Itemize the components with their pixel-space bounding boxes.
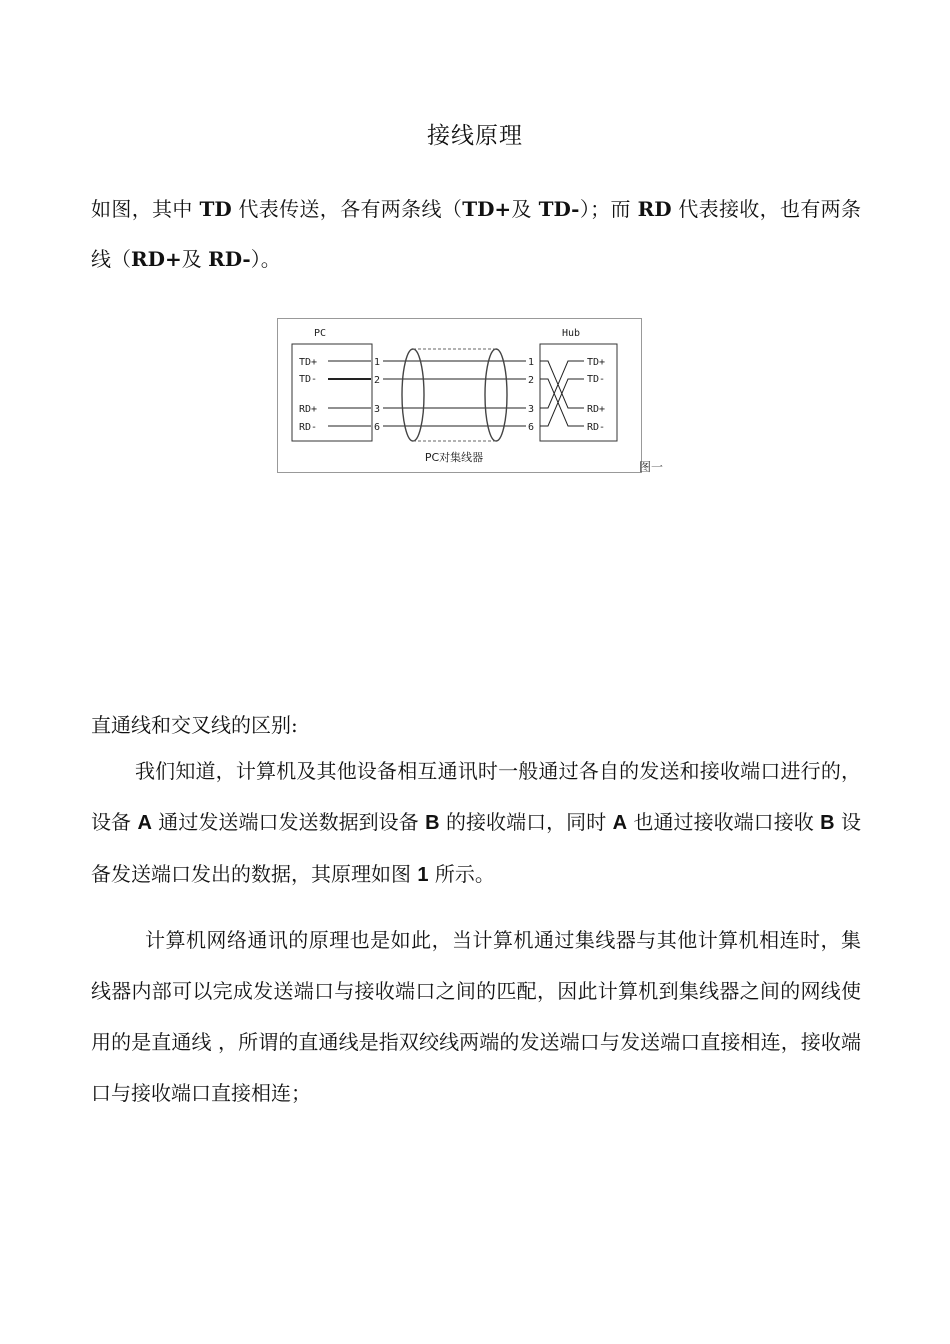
hub-crossover-wire: [540, 361, 584, 408]
device-b-label: B: [820, 812, 835, 834]
pc-label: PC: [314, 328, 327, 339]
intro-td: TD: [199, 197, 232, 221]
intro-rd-plus: RD+: [131, 247, 182, 271]
pc-pin-label: TD+: [299, 357, 318, 368]
intro-text-7: ）。: [250, 247, 281, 271]
intro-text-6: 及: [181, 247, 209, 271]
hub-pin-label: RD+: [587, 404, 606, 415]
cable-shield: [402, 349, 424, 441]
pc-pin-label: TD-: [299, 374, 318, 385]
pin-number: 1: [374, 357, 381, 368]
intro-text-1: 如图，其中: [91, 197, 200, 221]
intro-text-2: 代表传送，各有两条线（: [231, 197, 463, 221]
intro-text-4: ）；而: [579, 197, 638, 221]
diagram-caption: PC对集线器: [424, 451, 484, 464]
pin-number: 1: [528, 357, 535, 368]
intro-paragraph: [91, 184, 861, 284]
pc-pin-label: RD+: [299, 404, 318, 415]
pin-number: 2: [528, 375, 535, 386]
hub-crossover-wire: [540, 379, 584, 426]
para2-text-1: 我们知道，计算机及其他设备相互通讯时一般通过各自的发送和接收端口进行的，设备: [91, 759, 861, 834]
intro-rd-minus: RD-: [208, 247, 251, 271]
pin-number: 3: [374, 404, 381, 415]
pin-number: 2: [374, 375, 381, 386]
device-a-label: A: [612, 812, 628, 834]
wiring-diagram-svg: [278, 319, 641, 472]
pin-number: 3: [528, 404, 535, 415]
body-paragraph-2: 计算机网络通讯的原理也是如此，当计算机通过集线器与其他计算机相连时，集线器内部可以完成发送端口与接收端口之间的匹配，因此计算机到集线器之间的网线使用的是直通线 ，所谓的直通线是指双绞线两端的发送端口与发送端口直接相连，接收端口与接收端口直接相连；: [91, 928, 861, 1105]
hub-crossover-wire: [540, 379, 584, 426]
device-a-label: A: [137, 812, 152, 834]
section-heading: 直通线和交叉线的区别:: [91, 713, 298, 737]
wiring-diagram: [277, 318, 642, 473]
hub-pin-label: TD-: [587, 374, 606, 385]
hub-pin-label: TD+: [587, 357, 606, 368]
intro-rd: RD: [637, 197, 672, 221]
hub-pin-label: RD-: [587, 422, 606, 433]
intro-text-5: 代表接收，也有两条线（: [91, 197, 862, 271]
figure-caption: 图一: [639, 460, 664, 474]
para2-text-3: 的接收端口，同时: [439, 810, 613, 834]
intro-text-3: 及: [511, 197, 539, 221]
pin-number: 6: [528, 422, 535, 433]
device-b-label: B: [425, 812, 440, 834]
intro-td-minus: TD-: [538, 197, 580, 221]
para2-text-4: 也通过接收端口接收: [627, 810, 821, 834]
para2-text-6: 所示。: [428, 862, 495, 886]
document-title: 接线原理: [427, 123, 523, 149]
hub-crossover-wire: [540, 361, 584, 408]
body-paragraph-1: [91, 746, 861, 901]
figure-ref-number: 1: [417, 864, 429, 886]
para2-text-2: 通过发送端口发送数据到设备: [151, 810, 426, 834]
pc-pin-label: RD-: [299, 422, 318, 433]
para2-text-5: 设备发送端口发出的数据，其原理如图: [91, 810, 862, 886]
pin-number: 6: [374, 422, 381, 433]
intro-td-plus: TD+: [462, 197, 512, 221]
hub-label: Hub: [562, 328, 581, 339]
cable-shield: [485, 349, 507, 441]
